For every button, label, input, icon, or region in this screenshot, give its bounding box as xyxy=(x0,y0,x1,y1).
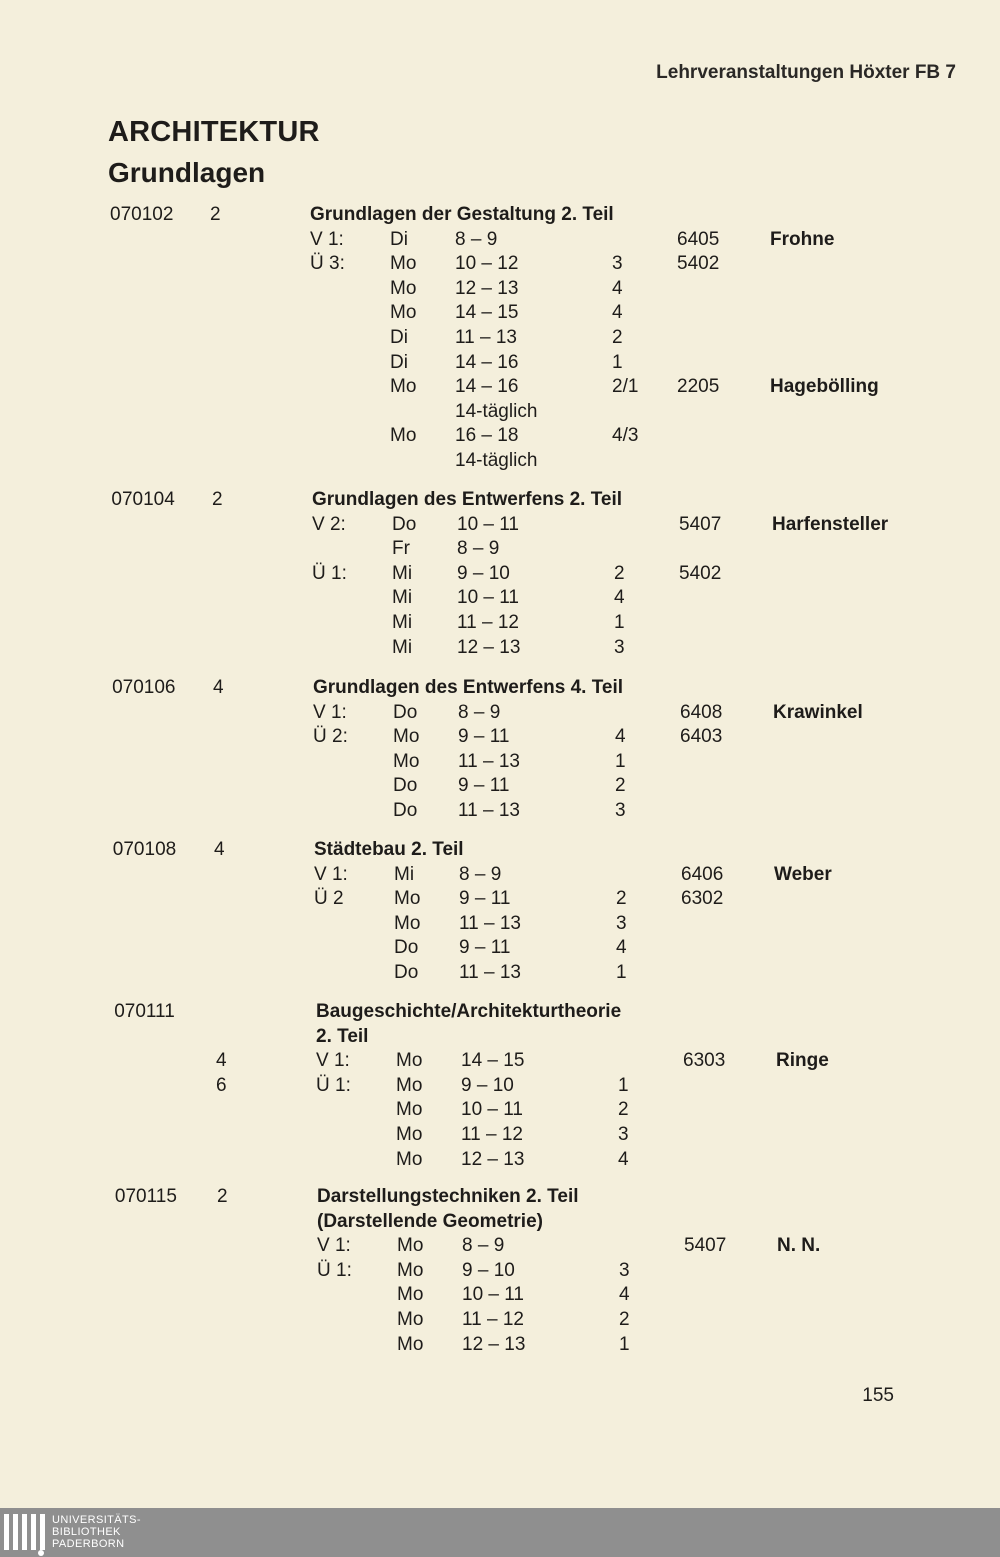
group-number: 1 xyxy=(614,612,625,633)
time-slot: 8 – 9 xyxy=(458,701,501,723)
schedule-row xyxy=(0,228,1000,253)
course-title: Grundlagen des Entwerfens 4. Teil xyxy=(313,677,624,698)
lecturer-name: Frohne xyxy=(770,228,835,250)
time-slot: 9 – 11 xyxy=(458,775,510,797)
weekday: Mo xyxy=(390,277,417,299)
course-code: 070111 xyxy=(114,1001,175,1022)
course-title: Grundlagen des Entwerfens 2. Teil xyxy=(312,489,623,510)
course-hours: 2 xyxy=(217,1186,228,1207)
group-number: 3 xyxy=(618,1124,629,1145)
time-slot: 10 – 11 xyxy=(457,587,519,609)
weekday: Mo xyxy=(390,302,417,324)
schedule-row xyxy=(0,863,1000,888)
weekday: Mi xyxy=(392,612,413,633)
library-name-line2: BIBLIOTHEK xyxy=(52,1526,121,1538)
group-number: 3 xyxy=(615,800,626,821)
schedule-row xyxy=(0,1333,1000,1358)
weekday: Mo xyxy=(396,1074,423,1096)
weekday: Mo xyxy=(396,1124,423,1145)
time-slot: 8 – 9 xyxy=(459,863,502,885)
schedule-row xyxy=(0,936,1000,961)
time-slot: 9 – 10 xyxy=(462,1259,515,1281)
course-title: Grundlagen der Gestaltung 2. Teil xyxy=(310,204,614,225)
library-name xyxy=(52,1514,141,1550)
course-title: Städtebau 2. Teil xyxy=(314,839,464,860)
time-slot: 12 – 13 xyxy=(461,1148,525,1170)
room-number: 5402 xyxy=(677,253,720,275)
time-slot: 10 – 12 xyxy=(455,253,519,275)
schedule-row xyxy=(0,961,1000,986)
group-number: 2 xyxy=(612,327,623,348)
time-slot: 14 – 16 xyxy=(455,351,519,373)
room-number: 2205 xyxy=(677,376,720,398)
weekday: Mo xyxy=(393,726,420,748)
time-slot: 8 – 9 xyxy=(462,1235,505,1257)
time-slot: 12 – 13 xyxy=(455,277,519,299)
room-number: 6405 xyxy=(677,228,720,250)
library-footer xyxy=(0,1508,1000,1557)
time-slot: 11 – 13 xyxy=(459,912,521,934)
group-number: 3 xyxy=(612,253,623,275)
course-title-line2: 2. Teil xyxy=(316,1025,369,1047)
group-number: 2/1 xyxy=(612,376,639,398)
event-type: Ü 1: xyxy=(316,1074,351,1096)
course-hours: 2 xyxy=(210,204,221,225)
schedule-row xyxy=(0,1283,1000,1308)
schedule-row xyxy=(0,351,1000,376)
schedule-row xyxy=(0,701,1000,726)
time-slot: 11 – 12 xyxy=(457,612,519,633)
time-slot: 11 – 12 xyxy=(461,1124,523,1145)
weekday: Mo xyxy=(394,912,421,934)
schedule-row xyxy=(0,611,1000,636)
course-hours: 2 xyxy=(212,489,223,510)
page-number: 155 xyxy=(862,1385,894,1406)
room-number: 6403 xyxy=(680,726,723,748)
group-number: 4 xyxy=(612,302,623,324)
course-code: 070106 xyxy=(112,677,176,698)
time-slot: 12 – 13 xyxy=(457,636,521,658)
frequency-note: 14-täglich xyxy=(455,400,538,422)
schedule-row xyxy=(0,912,1000,937)
time-slot: 14 – 16 xyxy=(455,376,519,398)
schedule-row xyxy=(0,1148,1000,1173)
schedule-row xyxy=(0,586,1000,611)
weekday: Do xyxy=(394,962,419,983)
row-hours: 6 xyxy=(216,1074,227,1096)
event-type: Ü 1: xyxy=(312,562,347,584)
room-number: 5407 xyxy=(679,513,722,535)
time-slot: 10 – 11 xyxy=(461,1099,523,1121)
room-number: 5402 xyxy=(679,562,722,584)
event-type: V 1: xyxy=(316,1050,350,1072)
room-number: 6302 xyxy=(681,888,724,910)
group-number: 4 xyxy=(615,726,626,748)
weekday: Mo xyxy=(393,750,420,772)
weekday: Mo xyxy=(397,1235,424,1257)
time-slot: 14 – 15 xyxy=(455,302,519,324)
lecturer-name: Hagebölling xyxy=(770,376,879,398)
weekday: Mo xyxy=(397,1284,424,1306)
schedule-row xyxy=(0,277,1000,302)
time-slot: 9 – 10 xyxy=(457,562,510,584)
schedule-row xyxy=(0,1098,1000,1123)
weekday: Mi xyxy=(394,863,415,885)
group-number: 3 xyxy=(619,1259,630,1281)
weekday: Do xyxy=(392,513,417,535)
time-slot: 14 – 15 xyxy=(461,1050,525,1072)
event-type: Ü 3: xyxy=(310,253,345,275)
course-code: 070108 xyxy=(112,839,177,860)
weekday: Do xyxy=(393,775,418,797)
logo-dot-icon xyxy=(38,1550,44,1556)
lecturer-name: Krawinkel xyxy=(773,701,863,723)
event-type: V 1: xyxy=(310,228,344,250)
group-number: 4 xyxy=(612,277,623,299)
group-number: 1 xyxy=(619,1333,630,1355)
weekday: Mo xyxy=(390,376,417,398)
time-slot: 11 – 13 xyxy=(458,800,520,821)
group-number: 1 xyxy=(618,1074,629,1096)
weekday: Do xyxy=(393,800,418,821)
schedule-row xyxy=(0,725,1000,750)
schedule-row xyxy=(0,301,1000,326)
weekday: Mo xyxy=(390,425,417,447)
weekday: Mo xyxy=(396,1050,423,1072)
schedule-row xyxy=(0,513,1000,538)
course-code: 070102 xyxy=(110,204,174,225)
schedule-row xyxy=(0,1074,1000,1099)
group-number: 1 xyxy=(612,351,623,373)
time-slot: 11 – 12 xyxy=(462,1309,524,1330)
section-subtitle: Grundlagen xyxy=(108,157,266,188)
library-name-line3: PADERBORN xyxy=(52,1538,125,1550)
schedule-row xyxy=(0,1123,1000,1148)
weekday: Mo xyxy=(397,1333,424,1355)
weekday: Fr xyxy=(392,538,410,560)
course-title: Darstellungstechniken 2. Teil xyxy=(317,1186,579,1207)
time-slot: 8 – 9 xyxy=(455,228,498,250)
group-number: 2 xyxy=(619,1309,630,1330)
weekday: Mo xyxy=(394,888,421,910)
room-number: 6408 xyxy=(680,701,723,723)
time-slot: 10 – 11 xyxy=(462,1284,524,1306)
lecturer-name: Ringe xyxy=(776,1050,829,1072)
weekday: Mo xyxy=(397,1259,424,1281)
weekday: Mi xyxy=(392,636,413,658)
row-hours: 4 xyxy=(216,1050,227,1072)
time-slot: 9 – 10 xyxy=(461,1074,514,1096)
room-number: 6303 xyxy=(683,1050,726,1072)
course-title-line2: (Darstellende Geometrie) xyxy=(317,1210,543,1232)
schedule-row xyxy=(0,1049,1000,1074)
schedule-row xyxy=(0,750,1000,775)
time-slot: 11 – 13 xyxy=(455,327,517,348)
schedule-row xyxy=(0,400,1000,425)
event-type: Ü 1: xyxy=(317,1259,352,1281)
running-header: Lehrveranstaltungen Höxter FB 7 xyxy=(656,62,956,83)
course-code: 070115 xyxy=(114,1186,177,1207)
schedule-row xyxy=(0,326,1000,351)
course-hours: 4 xyxy=(213,677,224,698)
event-type: Ü 2: xyxy=(313,726,348,748)
schedule-row xyxy=(0,1308,1000,1333)
time-slot: 12 – 13 xyxy=(462,1333,526,1355)
weekday: Do xyxy=(393,701,418,723)
section-title: ARCHITEKTUR xyxy=(108,116,320,148)
schedule-row xyxy=(0,375,1000,400)
group-number: 3 xyxy=(616,912,627,934)
room-number: 5407 xyxy=(684,1235,727,1257)
weekday: Mi xyxy=(392,562,413,584)
time-slot: 11 – 13 xyxy=(458,750,520,772)
frequency-note: 14-täglich xyxy=(455,450,538,471)
weekday: Mo xyxy=(397,1309,424,1330)
time-slot: 10 – 11 xyxy=(457,513,519,535)
weekday: Mo xyxy=(396,1148,423,1170)
group-number: 2 xyxy=(615,775,626,797)
event-type: V 1: xyxy=(314,863,348,885)
schedule-row xyxy=(0,636,1000,661)
group-number: 2 xyxy=(618,1099,629,1121)
time-slot: 9 – 11 xyxy=(459,888,511,910)
schedule-row xyxy=(0,252,1000,277)
schedule-row xyxy=(0,424,1000,449)
group-number: 3 xyxy=(614,636,625,658)
lecturer-name: Weber xyxy=(774,863,832,885)
group-number: 2 xyxy=(616,888,627,910)
library-name-line1: UNIVERSITÄTS- xyxy=(52,1514,141,1526)
time-slot: 8 – 9 xyxy=(457,538,500,560)
weekday: Mo xyxy=(390,253,417,275)
weekday: Do xyxy=(394,937,419,959)
lecturer-name: Harfensteller xyxy=(772,513,889,535)
weekday: Mo xyxy=(396,1099,423,1121)
lecturer-name: N. N. xyxy=(777,1235,821,1257)
schedule-row xyxy=(0,887,1000,912)
schedule-row xyxy=(0,1259,1000,1284)
group-number: 4 xyxy=(618,1148,629,1170)
event-type: V 1: xyxy=(313,701,347,723)
course-code: 070104 xyxy=(111,489,175,510)
schedule-row xyxy=(0,774,1000,799)
group-number: 4 xyxy=(614,587,625,609)
time-slot: 11 – 13 xyxy=(459,962,521,983)
event-type: V 2: xyxy=(312,513,346,535)
event-type: Ü 2 xyxy=(314,888,344,910)
library-logo-icon xyxy=(4,1514,48,1554)
room-number: 6406 xyxy=(681,863,724,885)
weekday: Mi xyxy=(392,587,413,609)
course-title: Baugeschichte/Architekturtheorie xyxy=(316,1001,622,1022)
time-slot: 9 – 11 xyxy=(459,937,511,959)
time-slot: 9 – 11 xyxy=(458,726,510,748)
group-number: 4 xyxy=(619,1284,630,1306)
weekday: Di xyxy=(390,351,408,373)
group-number: 2 xyxy=(614,562,625,584)
weekday: Di xyxy=(390,327,408,348)
event-type: V 1: xyxy=(317,1235,351,1257)
group-number: 1 xyxy=(616,962,627,983)
course-hours: 4 xyxy=(214,839,225,860)
schedule-row xyxy=(0,1234,1000,1259)
schedule-row xyxy=(0,799,1000,824)
schedule-row xyxy=(0,562,1000,587)
weekday: Di xyxy=(390,228,408,250)
schedule-row xyxy=(0,537,1000,562)
group-number: 1 xyxy=(615,750,626,772)
schedule-row xyxy=(0,449,1000,474)
group-number: 4/3 xyxy=(612,425,639,447)
time-slot: 16 – 18 xyxy=(455,425,519,447)
group-number: 4 xyxy=(616,937,627,959)
